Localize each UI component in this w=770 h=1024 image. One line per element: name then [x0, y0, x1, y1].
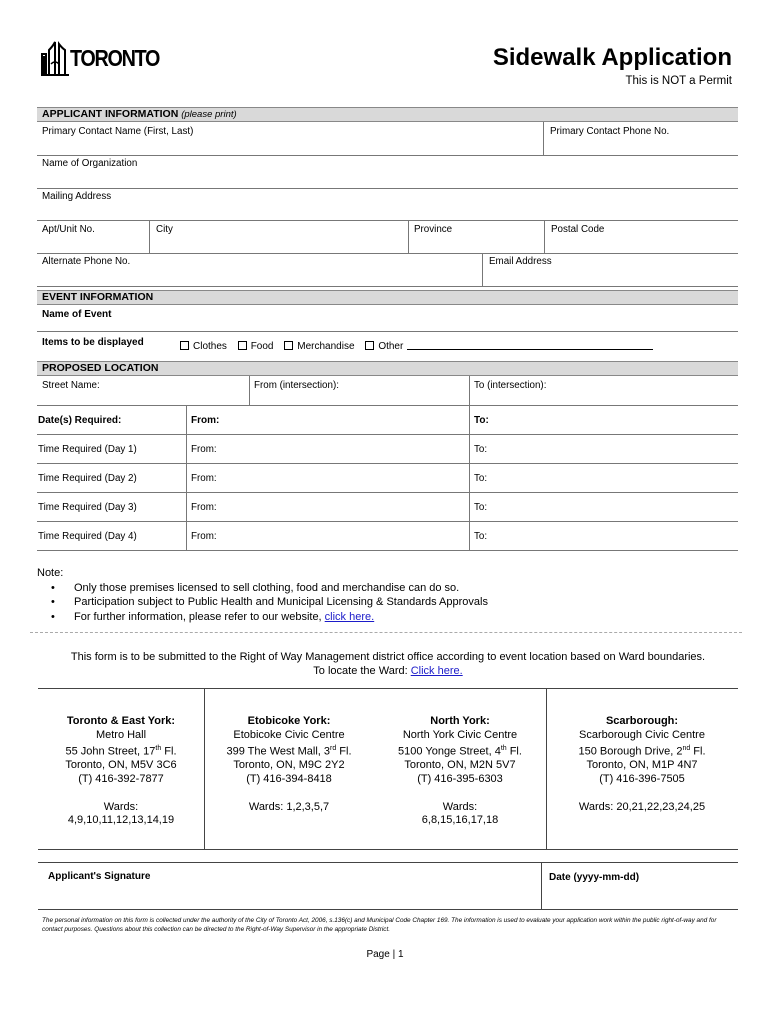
time-day4-label: Time Required (Day 4) [38, 531, 137, 542]
office-scarborough [546, 689, 738, 849]
dates-from-field[interactable]: From: [191, 415, 220, 426]
office-name: Toronto & East York: [66, 715, 176, 727]
date-field[interactable]: Date (yyyy-mm-dd) [549, 872, 640, 883]
office-street: 399 The West Mall, 3rd Fl. [226, 745, 352, 758]
office-wards: 4,9,10,11,12,13,14,19 [67, 814, 175, 827]
page-subtitle: This is NOT a Permit [625, 75, 732, 87]
time-day3-to-field[interactable]: To: [474, 502, 488, 513]
office-wards-label: Wards: [103, 800, 139, 813]
district-offices [38, 688, 738, 850]
office-building: Metro Hall [95, 728, 147, 741]
submission-line: This form is to be submitted to the Right of Way Management district office according to event location based on Ward boundaries. [70, 651, 706, 663]
time-day1-to-field[interactable]: To: [474, 444, 488, 455]
mailing-address-field[interactable]: Mailing Address [42, 191, 112, 202]
postal-code-field[interactable]: Postal Code [551, 224, 605, 235]
note-item [51, 610, 488, 625]
merchandise-label: Merchandise [297, 341, 355, 352]
city-hall-icon [40, 40, 70, 76]
organization-field[interactable]: Name of Organization [42, 158, 138, 169]
page-title: Sidewalk Application [492, 44, 732, 71]
from-intersection-field[interactable]: From (intersection): [254, 380, 339, 391]
clothes-checkbox[interactable] [180, 341, 189, 350]
merchandise-option[interactable] [284, 341, 354, 352]
office-street: 5100 Yonge Street, 4th Fl. [398, 745, 522, 758]
office-phone: (T) 416-395-6303 [417, 773, 503, 786]
office-toronto-east-york [38, 689, 204, 849]
office-city: Toronto, ON, M1P 4N7 [586, 759, 698, 772]
dates-to-field[interactable]: To: [474, 415, 489, 426]
other-label: Other [378, 341, 404, 352]
clothes-option[interactable] [180, 341, 227, 352]
time-day1-label: Time Required (Day 1) [38, 444, 137, 455]
apt-unit-field[interactable]: Apt/Unit No. [42, 224, 95, 235]
office-building: Etobicoke Civic Centre [233, 728, 345, 741]
time-day1-from-field[interactable]: From: [191, 444, 217, 455]
location-section-title: PROPOSED LOCATION [42, 362, 159, 374]
primary-contact-phone-field[interactable]: Primary Contact Phone No. [550, 126, 670, 137]
office-phone: (T) 416-394-8418 [246, 773, 332, 786]
other-option[interactable] [365, 341, 653, 352]
website-prefix: For further information, please refer to our website, [74, 610, 325, 623]
time-day2-to-field[interactable]: To: [474, 473, 488, 484]
applicant-section-title: APPLICANT INFORMATION [42, 108, 179, 120]
toronto-logo [40, 40, 160, 76]
notes-title: Note: [37, 567, 64, 579]
office-city: Toronto, ON, M2N 5V7 [404, 759, 516, 772]
event-section-title: EVENT INFORMATION [42, 291, 154, 303]
office-wards-label: Wards: [442, 800, 478, 813]
location-section-header [37, 361, 738, 376]
time-day2-label: Time Required (Day 2) [38, 473, 137, 484]
event-name-field[interactable]: Name of Event [42, 309, 112, 320]
notes-list [51, 581, 488, 625]
office-wards: 6,8,15,16,17,18 [421, 814, 499, 827]
other-input[interactable] [407, 341, 653, 350]
city-field[interactable]: City [156, 224, 173, 235]
office-wards: Wards: 20,21,22,23,24,25 [578, 800, 706, 813]
logo-text: TORONTO [70, 45, 160, 71]
items-label: Items to be displayed [42, 337, 144, 348]
dates-label: Date(s) Required: [38, 415, 122, 426]
merchandise-checkbox[interactable] [284, 341, 293, 350]
ward-prefix: To locate the Ward: [313, 665, 411, 677]
to-intersection-field[interactable]: To (intersection): [474, 380, 547, 391]
office-name: North York: [430, 715, 490, 727]
office-building: Scarborough Civic Centre [579, 728, 705, 741]
office-city: Toronto, ON, M5V 3C6 [65, 759, 177, 772]
alternate-phone-field[interactable]: Alternate Phone No. [42, 256, 131, 267]
privacy-disclaimer: The personal information on this form is collected under the authority of the City of Toronto Act, 2006, s.136(c) and Municipal Code Chapter 169. The information is used to evaluate your application work within the public right-of-way and for contact purposes. Questions about this collection can be directed to the Right-of-Way Supervisor in the appropriate District. [42, 917, 717, 933]
primary-contact-name-field[interactable]: Primary Contact Name (First, Last) [42, 126, 194, 137]
time-day4-from-field[interactable]: From: [191, 531, 217, 542]
office-wards: Wards: 1,2,3,5,7 [248, 800, 330, 813]
other-checkbox[interactable] [365, 341, 374, 350]
applicant-section-note: (please print) [181, 109, 237, 120]
divider [30, 632, 742, 633]
website-link[interactable]: click here. [324, 610, 375, 623]
office-etobicoke-york [204, 689, 374, 849]
food-checkbox[interactable] [238, 341, 247, 350]
food-label: Food [250, 341, 274, 352]
items-checkboxes [180, 341, 661, 352]
email-field[interactable]: Email Address [489, 256, 552, 267]
office-name: Scarborough: [605, 715, 679, 727]
office-street: 150 Borough Drive, 2nd Fl. [578, 745, 706, 758]
time-day2-from-field[interactable]: From: [191, 473, 217, 484]
province-field[interactable]: Province [414, 224, 453, 235]
office-north-york [374, 689, 546, 849]
office-phone: (T) 416-396-7505 [599, 773, 685, 786]
applicant-signature-field[interactable]: Applicant's Signature [48, 871, 151, 882]
time-day3-from-field[interactable]: From: [191, 502, 217, 513]
applicant-section-header [37, 107, 738, 122]
note-item: • Participation subject to Public Health and Municipal Licensing & Standards Approvals [51, 595, 488, 610]
notes [37, 566, 488, 624]
event-section-header [37, 290, 738, 305]
time-day3-label: Time Required (Day 3) [38, 502, 137, 513]
time-day4-to-field[interactable]: To: [474, 531, 488, 542]
signature-row [38, 862, 738, 910]
ward-link[interactable]: Click here. [410, 665, 463, 677]
page-number: Page | 1 [366, 949, 404, 960]
office-street: 55 John Street, 17th Fl. [65, 745, 177, 758]
food-option[interactable] [238, 341, 274, 352]
office-name: Etobicoke York: [247, 715, 331, 727]
clothes-label: Clothes [193, 341, 227, 352]
office-building: North York Civic Centre [402, 728, 518, 741]
office-city: Toronto, ON, M9C 2Y2 [233, 759, 345, 772]
note-item: • Only those premises licensed to sell clothing, food and merchandise can do so. [51, 581, 488, 596]
submission-instructions [40, 650, 736, 678]
street-name-field[interactable]: Street Name: [42, 380, 100, 391]
office-phone: (T) 416-392-7877 [78, 773, 164, 786]
